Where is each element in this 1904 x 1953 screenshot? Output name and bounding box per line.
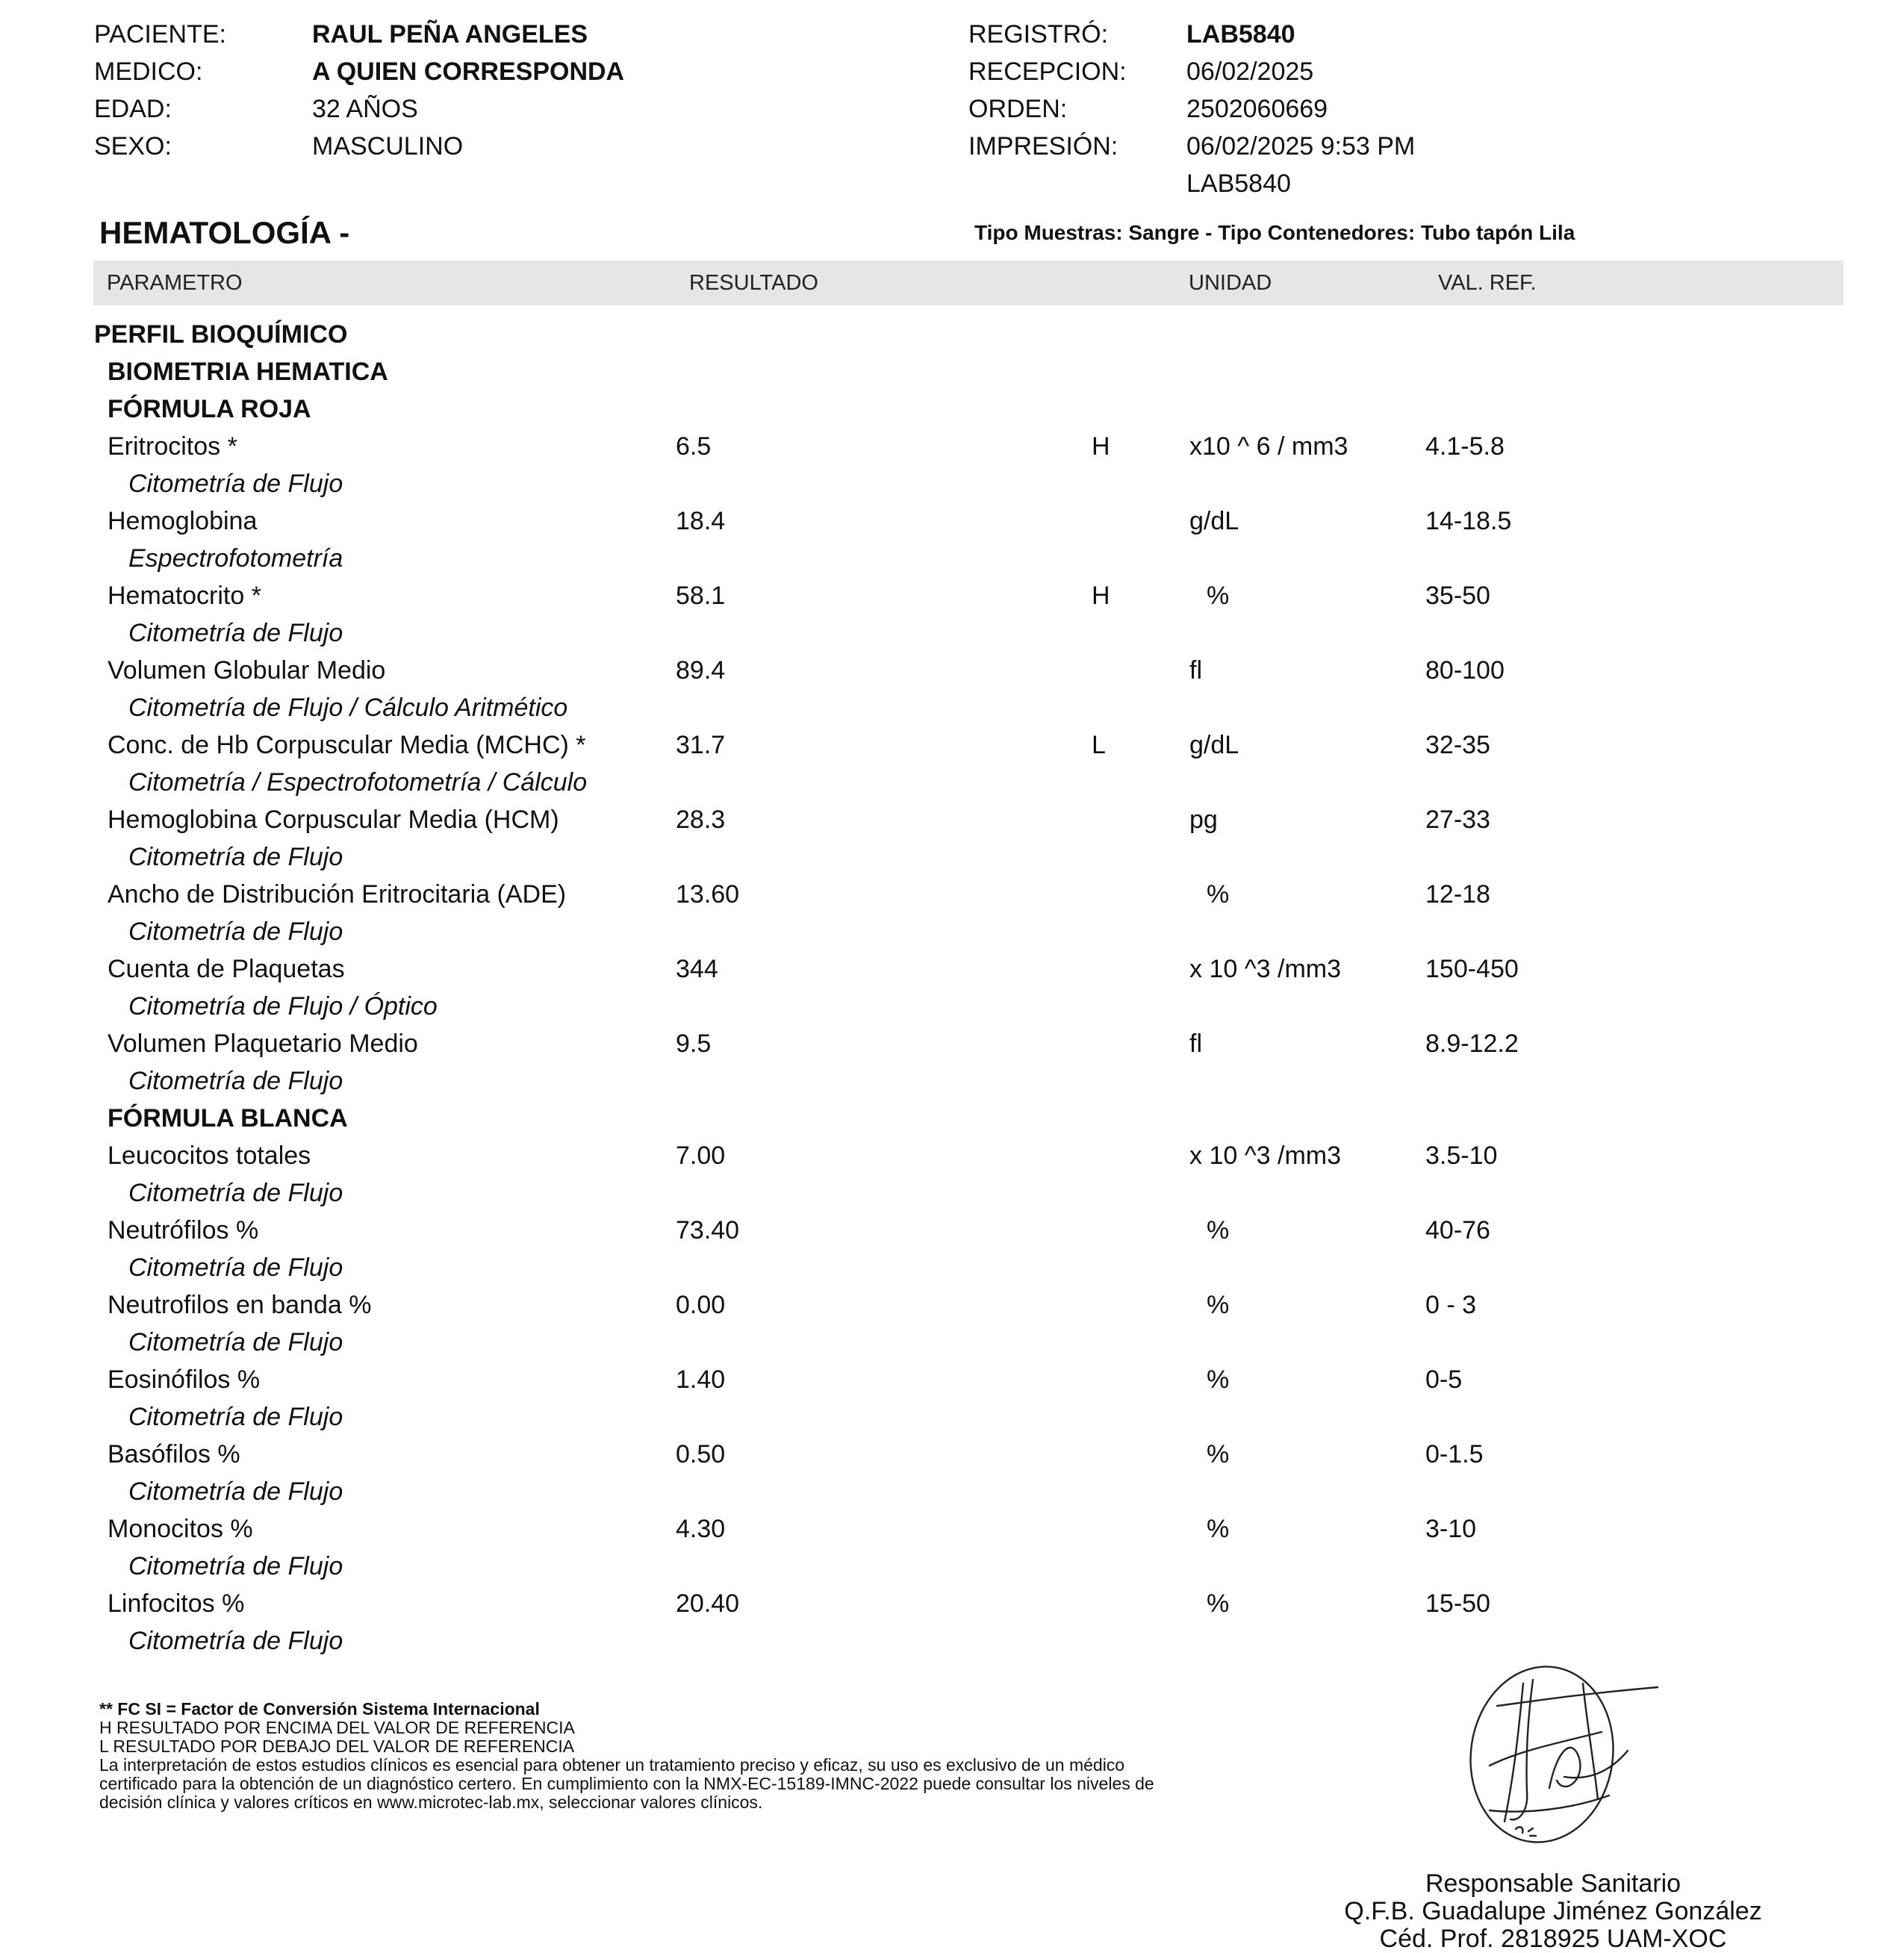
table-row [0, 1212, 1904, 1249]
test-method: Citometría / Espectrofotometría / Cálculo [128, 768, 588, 797]
test-result: 89.4 [676, 656, 726, 685]
note-line: ** FC SI = Factor de Conversión Sistema Internacional [99, 1699, 540, 1719]
test-name: Monocitos % [108, 1515, 253, 1543]
sample-info: Tipo Muestras: Sangre - Tipo Contenedores: Tubo tapón Lila [974, 221, 1575, 244]
test-unit: fl [1189, 1030, 1202, 1058]
test-method: Citometría de Flujo [128, 619, 343, 647]
test-unit: g/dL [1189, 731, 1239, 759]
test-unit: x 10 ^3 /mm3 [1189, 1141, 1342, 1170]
test-unit: % [1207, 880, 1230, 909]
col-ref: VAL. REF. [1438, 271, 1537, 295]
test-reference: 150-450 [1425, 955, 1519, 983]
test-name: Linfocitos % [108, 1589, 245, 1618]
test-unit: fl [1189, 656, 1202, 685]
test-method: Citometría de Flujo [128, 843, 343, 871]
test-result: 344 [676, 955, 718, 983]
patient-name: RAUL PEÑA ANGELES [312, 20, 588, 49]
test-result: 0.50 [676, 1440, 726, 1468]
test-name: Eritrocitos * [108, 432, 237, 461]
method-row [0, 1622, 1904, 1660]
lab-code: LAB5840 [1186, 169, 1291, 198]
method-row [0, 614, 1904, 652]
test-result: 0.00 [676, 1291, 726, 1319]
test-method: Citometría de Flujo [128, 470, 343, 498]
test-reference: 35-50 [1425, 582, 1490, 610]
test-unit: % [1207, 1216, 1230, 1245]
test-method: Citometría de Flujo [128, 1328, 343, 1356]
table-row [0, 801, 1904, 838]
order-value: 2502060669 [1186, 95, 1328, 123]
test-reference: 0 - 3 [1425, 1291, 1477, 1319]
table-row [0, 950, 1904, 988]
age-label: EDAD: [94, 95, 172, 123]
test-method: Citometría de Flujo [128, 1067, 343, 1095]
test-reference: 27-33 [1425, 806, 1490, 834]
test-name: Conc. de Hb Corpuscular Media (MCHC) * [108, 731, 586, 759]
test-reference: 0-1.5 [1425, 1440, 1484, 1468]
signature-icon [1445, 1661, 1669, 1848]
method-row [0, 838, 1904, 876]
test-name: Basófilos % [108, 1440, 240, 1468]
test-reference: 8.9-12.2 [1425, 1030, 1519, 1058]
test-name: Eosinófilos % [108, 1365, 261, 1394]
table-row [0, 1137, 1904, 1174]
signer-name: Q.F.B. Guadalupe Jiménez González [1344, 1897, 1762, 1925]
column-header-bar [93, 261, 1844, 305]
test-unit: % [1207, 1291, 1230, 1319]
test-result: 58.1 [676, 582, 726, 610]
test-reference: 3.5-10 [1425, 1141, 1498, 1170]
biometry-heading: BIOMETRIA HEMATICA [108, 358, 388, 386]
test-unit: x10 ^ 6 / mm3 [1189, 432, 1348, 461]
test-result: 7.00 [676, 1141, 726, 1170]
white-formula-heading: FÓRMULA BLANCA [108, 1104, 348, 1133]
test-result: 1.40 [676, 1365, 726, 1394]
table-row [0, 1361, 1904, 1398]
test-flag: H [1092, 582, 1110, 610]
method-row [0, 1473, 1904, 1510]
test-reference: 4.1-5.8 [1425, 432, 1505, 461]
method-row [0, 764, 1904, 801]
table-row [0, 502, 1904, 540]
test-name: Leucocitos totales [108, 1141, 311, 1170]
section-title: HEMATOLOGÍA - [99, 215, 350, 250]
method-row [0, 465, 1904, 502]
test-reference: 14-18.5 [1425, 507, 1512, 535]
group-row [0, 316, 1904, 353]
footnotes [99, 1700, 1279, 1812]
table-row [0, 1025, 1904, 1062]
test-unit: % [1207, 582, 1230, 610]
method-row [0, 1249, 1904, 1286]
col-param: PARAMETRO [107, 271, 243, 295]
test-method: Citometría de Flujo [128, 1477, 343, 1506]
responsible-signer [1262, 1870, 1844, 1953]
registry-value: LAB5840 [1186, 20, 1295, 49]
test-reference: 40-76 [1425, 1216, 1490, 1245]
method-row [0, 1548, 1904, 1585]
test-name: Hemoglobina Corpuscular Media (HCM) [108, 806, 559, 834]
method-row [0, 1174, 1904, 1212]
table-row [0, 1286, 1904, 1324]
test-name: Hematocrito * [108, 582, 261, 610]
test-name: Neutrófilos % [108, 1216, 259, 1245]
col-unit: UNIDAD [1189, 271, 1272, 295]
note-line: La interpretación de estos estudios clínicos es esencial para obtener un tratamiento preciso y eficaz, su uso es exclusivo de un médico [99, 1755, 1125, 1775]
test-unit: % [1207, 1440, 1230, 1468]
registry-label: REGISTRÓ: [968, 20, 1109, 49]
age-value: 32 AÑOS [312, 95, 418, 123]
note-line: decisión clínica y valores críticos en www.microtec-lab.mx, seleccionar valores clínicos. [99, 1792, 763, 1812]
test-reference: 12-18 [1425, 880, 1490, 909]
test-unit: % [1207, 1589, 1230, 1618]
test-result: 20.40 [676, 1589, 740, 1618]
group-row [0, 353, 1904, 390]
doctor-label: MEDICO: [94, 57, 203, 86]
test-unit: x 10 ^3 /mm3 [1189, 955, 1342, 983]
test-result: 28.3 [676, 806, 726, 834]
test-name: Volumen Globular Medio [108, 656, 386, 685]
method-row [0, 913, 1904, 950]
table-row [0, 1510, 1904, 1548]
test-reference: 32-35 [1425, 731, 1490, 759]
test-reference: 80-100 [1425, 656, 1505, 685]
method-row [0, 988, 1904, 1025]
test-result: 31.7 [676, 731, 726, 759]
print-label: IMPRESIÓN: [968, 132, 1119, 161]
test-method: Citometría de Flujo [128, 918, 343, 946]
test-method: Espectrofotometría [128, 544, 343, 573]
test-method: Citometría de Flujo [128, 1253, 343, 1282]
handwritten-signature [1445, 1661, 1669, 1848]
patient-label: PACIENTE: [94, 20, 226, 49]
table-row [0, 652, 1904, 689]
note-line: certificado para la obtención de un diagnóstico certero. En cumplimiento con la NMX-EC-15189-IMNC-2022 puede consultar los niveles de [99, 1774, 1154, 1793]
test-flag: H [1092, 432, 1110, 461]
test-unit: % [1207, 1515, 1230, 1543]
test-method: Citometría de Flujo / Óptico [128, 992, 438, 1021]
group-row [0, 1100, 1904, 1137]
test-name: Neutrofilos en banda % [108, 1291, 372, 1319]
table-row [0, 726, 1904, 764]
table-row [0, 428, 1904, 465]
test-result: 18.4 [676, 507, 726, 535]
method-row [0, 1062, 1904, 1100]
test-method: Citometría de Flujo [128, 1552, 343, 1580]
test-reference: 15-50 [1425, 1589, 1490, 1618]
note-line: H RESULTADO POR ENCIMA DEL VALOR DE REFERENCIA [99, 1718, 575, 1737]
test-unit: pg [1189, 806, 1218, 834]
print-value: 06/02/2025 9:53 PM [1186, 132, 1416, 161]
test-result: 9.5 [676, 1030, 712, 1058]
test-name: Cuenta de Plaquetas [108, 955, 345, 983]
sex-label: SEXO: [94, 132, 172, 161]
note-line: L RESULTADO POR DEBAJO DEL VALOR DE REFERENCIA [99, 1736, 575, 1756]
test-reference: 0-5 [1425, 1365, 1463, 1394]
method-row [0, 1324, 1904, 1361]
test-reference: 3-10 [1425, 1515, 1477, 1543]
table-row [0, 577, 1904, 614]
group-row [0, 390, 1904, 428]
test-name: Hemoglobina [108, 507, 258, 535]
table-row [0, 1585, 1904, 1622]
test-method: Citometría de Flujo [128, 1403, 343, 1431]
table-row [0, 876, 1904, 913]
signer-role: Responsable Sanitario [1425, 1869, 1681, 1898]
test-method: Citometría de Flujo [128, 1627, 343, 1655]
test-flag: L [1092, 731, 1106, 759]
test-unit: % [1207, 1365, 1230, 1394]
method-row [0, 689, 1904, 726]
sex-value: MASCULINO [312, 132, 464, 161]
profile-heading: PERFIL BIOQUÍMICO [94, 320, 348, 349]
test-result: 6.5 [676, 432, 712, 461]
red-formula-heading: FÓRMULA ROJA [108, 395, 311, 423]
signer-license: Céd. Prof. 2818925 UAM-XOC [1379, 1925, 1727, 1953]
test-result: 4.30 [676, 1515, 726, 1543]
doctor-name: A QUIEN CORRESPONDA [312, 57, 625, 86]
test-name: Volumen Plaquetario Medio [108, 1030, 418, 1058]
method-row [0, 540, 1904, 577]
col-result: RESULTADO [689, 271, 818, 295]
method-row [0, 1398, 1904, 1436]
test-result: 13.60 [676, 880, 740, 909]
order-label: ORDEN: [968, 95, 1068, 123]
reception-value: 06/02/2025 [1186, 57, 1314, 86]
test-result: 73.40 [676, 1216, 740, 1245]
reception-label: RECEPCION: [968, 57, 1127, 86]
test-unit: g/dL [1189, 507, 1239, 535]
test-name: Ancho de Distribución Eritrocitaria (ADE) [108, 880, 567, 909]
table-row [0, 1436, 1904, 1473]
test-method: Citometría de Flujo [128, 1179, 343, 1207]
test-method: Citometría de Flujo / Cálculo Aritmético [128, 694, 568, 722]
